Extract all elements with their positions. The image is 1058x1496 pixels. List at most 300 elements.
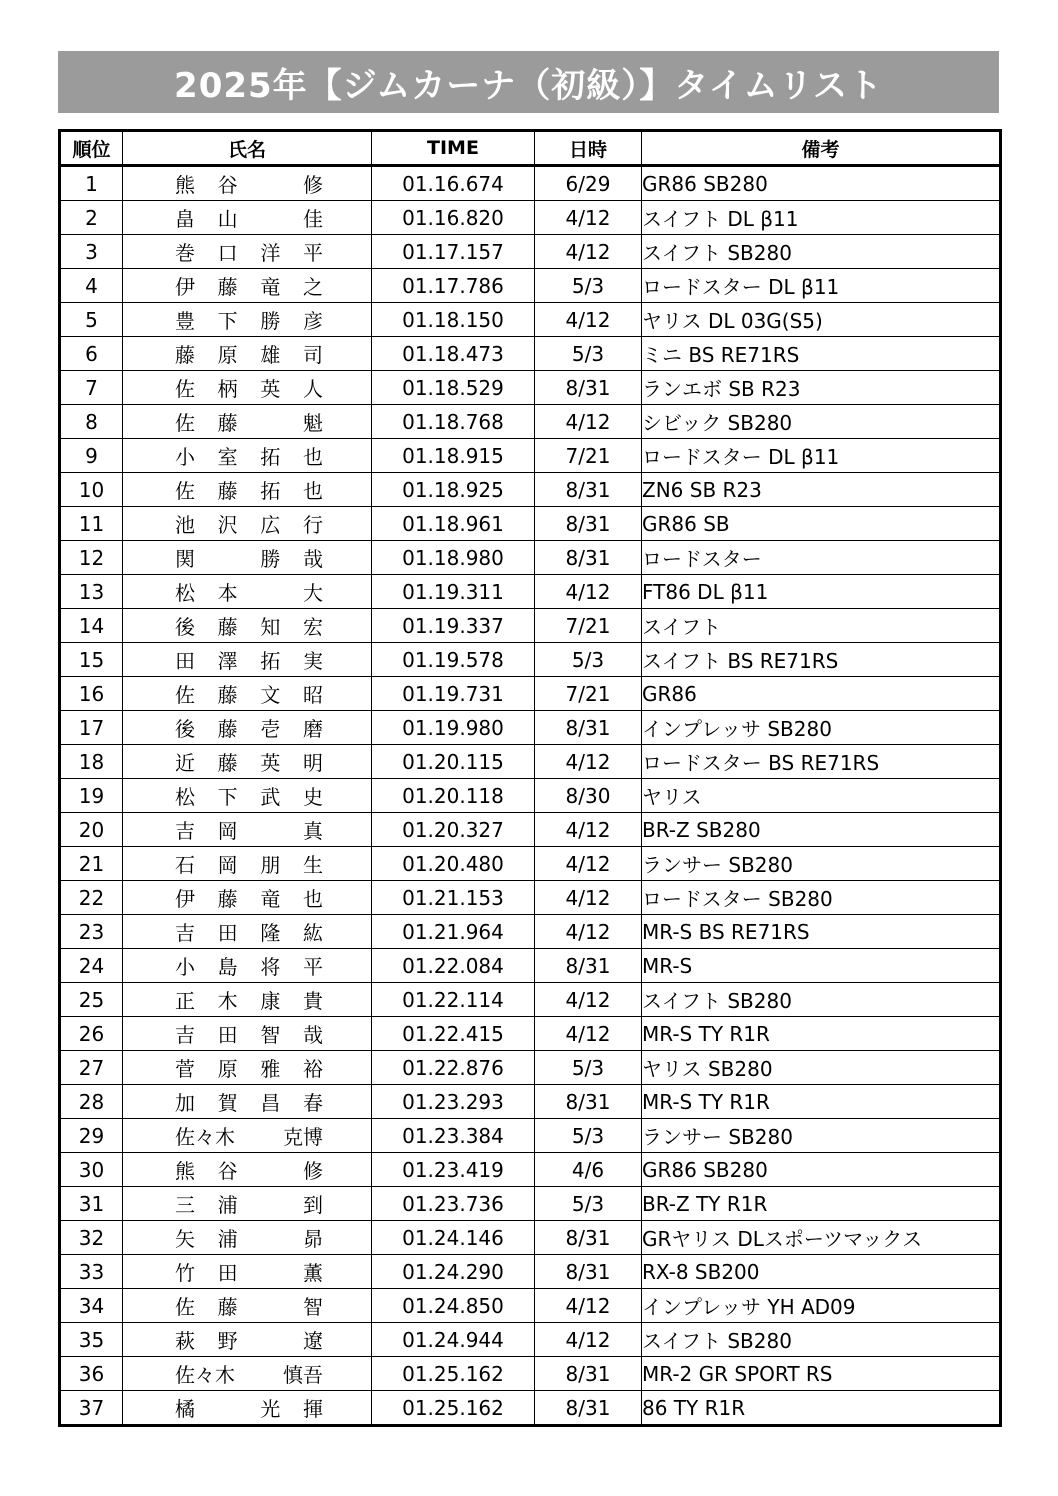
- time-cell: 01.19.337: [372, 609, 535, 643]
- name-part: 磨: [302, 717, 323, 741]
- name-characters: [123, 541, 371, 574]
- name-characters: [123, 983, 371, 1016]
- name-characters: [123, 609, 371, 642]
- name-cell: [123, 575, 372, 609]
- name-part: 也: [302, 445, 323, 469]
- name-cell: [123, 711, 372, 745]
- note-cell: スイフト SB280: [642, 983, 1001, 1017]
- time-cell: 01.18.915: [372, 439, 535, 473]
- name-part: 貴: [302, 989, 323, 1013]
- table-row: [60, 303, 1001, 337]
- time-cell: 01.19.311: [372, 575, 535, 609]
- table-row: [60, 1085, 1001, 1119]
- name-part: 朋: [260, 853, 281, 877]
- date-cell: 4/12: [535, 303, 642, 337]
- name-part: 拓: [260, 479, 281, 503]
- time-cell: 01.21.153: [372, 881, 535, 915]
- name-characters: [123, 405, 371, 438]
- table-row: [60, 235, 1001, 269]
- note-cell: MR-S TY R1R: [642, 1085, 1001, 1119]
- date-cell: 7/21: [535, 439, 642, 473]
- name-characters: [123, 949, 371, 982]
- name-part: 矢: [175, 1227, 195, 1251]
- time-cell: 01.18.150: [372, 303, 535, 337]
- note-cell: MR-S TY R1R: [642, 1017, 1001, 1051]
- note-cell: シビック SB280: [642, 405, 1001, 439]
- name-part: 巻: [175, 241, 195, 265]
- name-part: 小: [175, 445, 195, 469]
- time-cell: 01.18.980: [372, 541, 535, 575]
- table-row: [60, 1255, 1001, 1289]
- date-cell: 5/3: [535, 269, 642, 303]
- rank-cell: 5: [60, 303, 123, 337]
- name-part: 浦: [217, 1193, 238, 1217]
- table-row: [60, 847, 1001, 881]
- name-cell: [123, 507, 372, 541]
- name-part: 田: [217, 1023, 238, 1047]
- name-part: 平: [302, 241, 323, 265]
- date-cell: 4/12: [535, 915, 642, 949]
- name-characters: [123, 1323, 371, 1356]
- name-part: 哉: [302, 1023, 323, 1047]
- name-part: 実: [302, 649, 323, 673]
- time-cell: 01.16.820: [372, 201, 535, 235]
- table-row: [60, 1323, 1001, 1357]
- name-part: 橘: [175, 1397, 195, 1421]
- rank-cell: 35: [60, 1323, 123, 1357]
- name-part: 春: [302, 1091, 323, 1115]
- name-part: 裕: [302, 1057, 323, 1081]
- time-cell: 01.20.115: [372, 745, 535, 779]
- time-cell: 01.25.162: [372, 1391, 535, 1426]
- time-cell: 01.23.293: [372, 1085, 535, 1119]
- name-part: 室: [217, 445, 238, 469]
- name-part: 萩: [175, 1329, 195, 1353]
- name-part: 揮: [302, 1397, 323, 1421]
- name-part: 藤: [217, 275, 238, 299]
- name-part: 島: [217, 955, 238, 979]
- name-part: 熊: [175, 1159, 195, 1183]
- note-cell: ロードスター SB280: [642, 881, 1001, 915]
- name-part: 山: [217, 207, 238, 231]
- name-part: 修: [302, 173, 323, 197]
- note-cell: スイフト SB280: [642, 1323, 1001, 1357]
- rank-cell: 7: [60, 371, 123, 405]
- table-row: [60, 269, 1001, 303]
- name-part: 加: [175, 1091, 195, 1115]
- name-part: 明: [302, 751, 323, 775]
- note-cell: ロードスター DL β11: [642, 439, 1001, 473]
- note-cell: ロードスター: [642, 541, 1001, 575]
- date-cell: 5/3: [535, 1187, 642, 1221]
- time-cell: 01.22.114: [372, 983, 535, 1017]
- name-part: 哉: [302, 547, 323, 571]
- table-row: [60, 201, 1001, 235]
- date-cell: 4/12: [535, 745, 642, 779]
- name-part: 佐: [175, 1295, 195, 1319]
- name-characters: [123, 779, 371, 812]
- name-characters: [123, 507, 371, 540]
- note-cell: ロードスター BS RE71RS: [642, 745, 1001, 779]
- name-cell: [123, 1085, 372, 1119]
- note-cell: ヤリス DL 03G(S5): [642, 303, 1001, 337]
- date-cell: 4/12: [535, 1289, 642, 1323]
- rank-cell: 20: [60, 813, 123, 847]
- name-characters: [123, 745, 371, 778]
- name-cell: [123, 1187, 372, 1221]
- name-part: 拓: [260, 445, 281, 469]
- name-characters: [123, 439, 371, 472]
- name-part: 昌: [260, 1091, 281, 1115]
- table-row: [60, 405, 1001, 439]
- table-row: [60, 541, 1001, 575]
- name-cell: [123, 1119, 372, 1153]
- date-cell: 8/31: [535, 949, 642, 983]
- date-cell: 5/3: [535, 337, 642, 371]
- name-part: 口: [217, 241, 238, 265]
- name-part: 也: [302, 479, 323, 503]
- name-characters: [123, 337, 371, 370]
- name-cell: [123, 847, 372, 881]
- rank-cell: 12: [60, 541, 123, 575]
- name-part: 藤: [217, 1295, 238, 1319]
- name-part: 宏: [302, 615, 323, 639]
- note-cell: ヤリス: [642, 779, 1001, 813]
- name-cell: [123, 1289, 372, 1323]
- table-row: [60, 881, 1001, 915]
- name-part: 田: [217, 921, 238, 945]
- time-cell: 01.24.850: [372, 1289, 535, 1323]
- name-characters: [123, 1221, 371, 1254]
- name-part: 司: [302, 343, 323, 367]
- date-cell: 4/12: [535, 881, 642, 915]
- name-part: 池: [175, 513, 195, 537]
- name-part: 吉: [175, 819, 195, 843]
- note-cell: 86 TY R1R: [642, 1391, 1001, 1426]
- time-cell: 01.18.473: [372, 337, 535, 371]
- date-cell: 7/21: [535, 677, 642, 711]
- date-cell: 5/3: [535, 643, 642, 677]
- rank-cell: 27: [60, 1051, 123, 1085]
- time-cell: 01.20.118: [372, 779, 535, 813]
- time-cell: 01.17.157: [372, 235, 535, 269]
- name-part: 人: [302, 377, 323, 401]
- name-characters: [123, 1153, 371, 1186]
- note-cell: BR-Z TY R1R: [642, 1187, 1001, 1221]
- table-row: [60, 915, 1001, 949]
- date-cell: 4/12: [535, 847, 642, 881]
- rank-cell: 13: [60, 575, 123, 609]
- name-part: 魁: [302, 411, 323, 435]
- name-part: 康: [260, 989, 281, 1013]
- name-part: 藤: [217, 479, 238, 503]
- table-row: [60, 507, 1001, 541]
- name-part: 下: [217, 309, 238, 333]
- name-cell: [123, 1255, 372, 1289]
- name-part: 藤: [217, 717, 238, 741]
- name-cell: [123, 949, 372, 983]
- date-cell: 8/31: [535, 541, 642, 575]
- name-part: 浦: [217, 1227, 238, 1251]
- name-cell: [123, 779, 372, 813]
- note-cell: MR-S BS RE71RS: [642, 915, 1001, 949]
- name-part: 英: [260, 377, 281, 401]
- rank-cell: 1: [60, 166, 123, 201]
- name-part: 吉: [175, 921, 195, 945]
- time-cell: 01.19.731: [372, 677, 535, 711]
- note-cell: ランエボ SB R23: [642, 371, 1001, 405]
- name-characters: [123, 1017, 371, 1050]
- table-row: [60, 1153, 1001, 1187]
- name-part: 菅: [175, 1057, 195, 1081]
- name-part: 薫: [302, 1261, 323, 1285]
- date-cell: 8/31: [535, 1221, 642, 1255]
- name-cell: [123, 745, 372, 779]
- date-cell: 4/12: [535, 983, 642, 1017]
- time-cell: 01.19.980: [372, 711, 535, 745]
- note-cell: インプレッサ SB280: [642, 711, 1001, 745]
- name-part: 之: [302, 275, 323, 299]
- note-cell: FT86 DL β11: [642, 575, 1001, 609]
- name-part: 谷: [217, 1159, 238, 1183]
- note-cell: GRヤリス DLスポーツマックス: [642, 1221, 1001, 1255]
- date-cell: 4/12: [535, 201, 642, 235]
- time-cell: 01.22.084: [372, 949, 535, 983]
- name-cell: [123, 643, 372, 677]
- name-part: 竹: [175, 1261, 195, 1285]
- note-cell: ランサー SB280: [642, 1119, 1001, 1153]
- name-part: 智: [260, 1023, 281, 1047]
- time-cell: 01.18.925: [372, 473, 535, 507]
- name-part: 原: [217, 343, 238, 367]
- name-part: 克博: [282, 1125, 323, 1149]
- name-cell: [123, 337, 372, 371]
- date-cell: 8/31: [535, 1085, 642, 1119]
- time-cell: 01.18.961: [372, 507, 535, 541]
- name-part: 田: [175, 649, 195, 673]
- name-part: 昭: [302, 683, 323, 707]
- name-part: 後: [175, 717, 195, 741]
- time-cell: 01.22.415: [372, 1017, 535, 1051]
- time-cell: 01.23.384: [372, 1119, 535, 1153]
- note-cell: ミニ BS RE71RS: [642, 337, 1001, 371]
- table-body: [60, 166, 1001, 1426]
- name-characters: [123, 201, 371, 234]
- name-part: 畠: [175, 207, 195, 231]
- rank-cell: 2: [60, 201, 123, 235]
- name-part: 関: [175, 547, 195, 571]
- time-cell: 01.25.162: [372, 1357, 535, 1391]
- table-row: [60, 337, 1001, 371]
- name-part: 雅: [260, 1057, 281, 1081]
- name-part: 竜: [260, 887, 281, 911]
- name-cell: [123, 1017, 372, 1051]
- name-characters: [123, 1187, 371, 1220]
- table-row: [60, 609, 1001, 643]
- table-row: [60, 643, 1001, 677]
- rank-cell: 33: [60, 1255, 123, 1289]
- name-part: 佳: [302, 207, 323, 231]
- header-row: [60, 131, 1001, 166]
- rank-cell: 16: [60, 677, 123, 711]
- date-cell: 8/31: [535, 711, 642, 745]
- name-part: 藤: [217, 411, 238, 435]
- name-part: 谷: [217, 173, 238, 197]
- table-row: [60, 166, 1001, 201]
- rank-cell: 18: [60, 745, 123, 779]
- time-list-table: [58, 129, 1002, 1427]
- table-row: [60, 677, 1001, 711]
- table-row: [60, 439, 1001, 473]
- rank-cell: 8: [60, 405, 123, 439]
- name-part: 下: [217, 785, 238, 809]
- name-part: 三: [175, 1193, 195, 1217]
- rank-cell: 17: [60, 711, 123, 745]
- rank-cell: 22: [60, 881, 123, 915]
- name-part: 史: [302, 785, 323, 809]
- table-row: [60, 473, 1001, 507]
- rank-cell: 30: [60, 1153, 123, 1187]
- name-part: 沢: [217, 513, 238, 537]
- name-part: 壱: [260, 717, 281, 741]
- name-part: 佐: [175, 377, 195, 401]
- date-cell: 4/12: [535, 575, 642, 609]
- time-cell: 01.20.327: [372, 813, 535, 847]
- name-part: 佐々木: [175, 1125, 235, 1149]
- note-cell: インプレッサ YH AD09: [642, 1289, 1001, 1323]
- name-part: 武: [260, 785, 281, 809]
- name-part: 佐々木: [175, 1363, 235, 1387]
- name-cell: [123, 1153, 372, 1187]
- name-part: 英: [260, 751, 281, 775]
- name-cell: [123, 609, 372, 643]
- name-part: 智: [302, 1295, 323, 1319]
- date-cell: 8/31: [535, 371, 642, 405]
- rank-cell: 31: [60, 1187, 123, 1221]
- rank-cell: 3: [60, 235, 123, 269]
- date-cell: 4/12: [535, 235, 642, 269]
- name-cell: [123, 201, 372, 235]
- name-part: 近: [175, 751, 195, 775]
- name-characters: [123, 473, 371, 506]
- date-cell: 8/31: [535, 1255, 642, 1289]
- date-cell: 8/31: [535, 507, 642, 541]
- name-characters: [123, 303, 371, 336]
- note-cell: GR86 SB280: [642, 1153, 1001, 1187]
- name-cell: [123, 1357, 372, 1391]
- note-cell: GR86 SB: [642, 507, 1001, 541]
- name-characters: [123, 575, 371, 608]
- name-part: 広: [260, 513, 281, 537]
- note-cell: スイフト BS RE71RS: [642, 643, 1001, 677]
- time-cell: 01.16.674: [372, 166, 535, 201]
- rank-cell: 26: [60, 1017, 123, 1051]
- rank-cell: 28: [60, 1085, 123, 1119]
- table-row: [60, 745, 1001, 779]
- name-part: 澤: [217, 649, 238, 673]
- header-name: 氏名: [123, 131, 372, 166]
- name-part: 大: [302, 581, 323, 605]
- table-row: [60, 1119, 1001, 1153]
- name-part: 行: [302, 513, 323, 537]
- rank-cell: 34: [60, 1289, 123, 1323]
- note-cell: RX-8 SB200: [642, 1255, 1001, 1289]
- name-part: 野: [217, 1329, 238, 1353]
- name-characters: [123, 1051, 371, 1084]
- name-cell: [123, 1323, 372, 1357]
- time-cell: 01.24.944: [372, 1323, 535, 1357]
- name-cell: [123, 677, 372, 711]
- name-part: 原: [217, 1057, 238, 1081]
- name-part: 拓: [260, 649, 281, 673]
- name-part: 熊: [175, 173, 195, 197]
- note-cell: BR-Z SB280: [642, 813, 1001, 847]
- name-part: 吉: [175, 1023, 195, 1047]
- note-cell: ロードスター DL β11: [642, 269, 1001, 303]
- name-part: 平: [302, 955, 323, 979]
- time-cell: 01.24.146: [372, 1221, 535, 1255]
- page-title: 2025年【ジムカーナ（初級）】タイムリスト: [58, 51, 999, 113]
- name-part: 到: [302, 1193, 323, 1217]
- name-part: 慎吾: [282, 1363, 323, 1387]
- date-cell: 8/31: [535, 473, 642, 507]
- name-part: 也: [302, 887, 323, 911]
- rank-cell: 11: [60, 507, 123, 541]
- name-part: 勝: [260, 309, 281, 333]
- name-cell: [123, 1051, 372, 1085]
- name-part: 雄: [260, 343, 281, 367]
- date-cell: 6/29: [535, 166, 642, 201]
- name-part: 彦: [302, 309, 323, 333]
- name-cell: [123, 1391, 372, 1426]
- name-part: 松: [175, 581, 195, 605]
- note-cell: ヤリス SB280: [642, 1051, 1001, 1085]
- time-cell: 01.23.736: [372, 1187, 535, 1221]
- time-cell: 01.18.768: [372, 405, 535, 439]
- name-characters: [123, 1289, 371, 1322]
- table-row: [60, 949, 1001, 983]
- name-part: 松: [175, 785, 195, 809]
- note-cell: GR86 SB280: [642, 166, 1001, 201]
- name-part: 石: [175, 853, 195, 877]
- table-row: [60, 1051, 1001, 1085]
- rank-cell: 24: [60, 949, 123, 983]
- name-cell: [123, 541, 372, 575]
- time-cell: 01.20.480: [372, 847, 535, 881]
- name-part: 藤: [175, 343, 195, 367]
- note-cell: ランサー SB280: [642, 847, 1001, 881]
- name-characters: [123, 677, 371, 710]
- table-row: [60, 1221, 1001, 1255]
- name-characters: [123, 813, 371, 846]
- date-cell: 4/12: [535, 405, 642, 439]
- name-part: 洋: [260, 241, 281, 265]
- note-cell: ZN6 SB R23: [642, 473, 1001, 507]
- name-part: 岡: [217, 819, 238, 843]
- name-cell: [123, 915, 372, 949]
- time-cell: 01.17.786: [372, 269, 535, 303]
- name-characters: [123, 915, 371, 948]
- name-cell: [123, 473, 372, 507]
- date-cell: 4/12: [535, 1323, 642, 1357]
- rank-cell: 36: [60, 1357, 123, 1391]
- date-cell: 8/31: [535, 1391, 642, 1426]
- name-characters: [123, 167, 371, 200]
- name-part: 文: [260, 683, 281, 707]
- table-row: [60, 371, 1001, 405]
- rank-cell: 21: [60, 847, 123, 881]
- name-part: 本: [217, 581, 238, 605]
